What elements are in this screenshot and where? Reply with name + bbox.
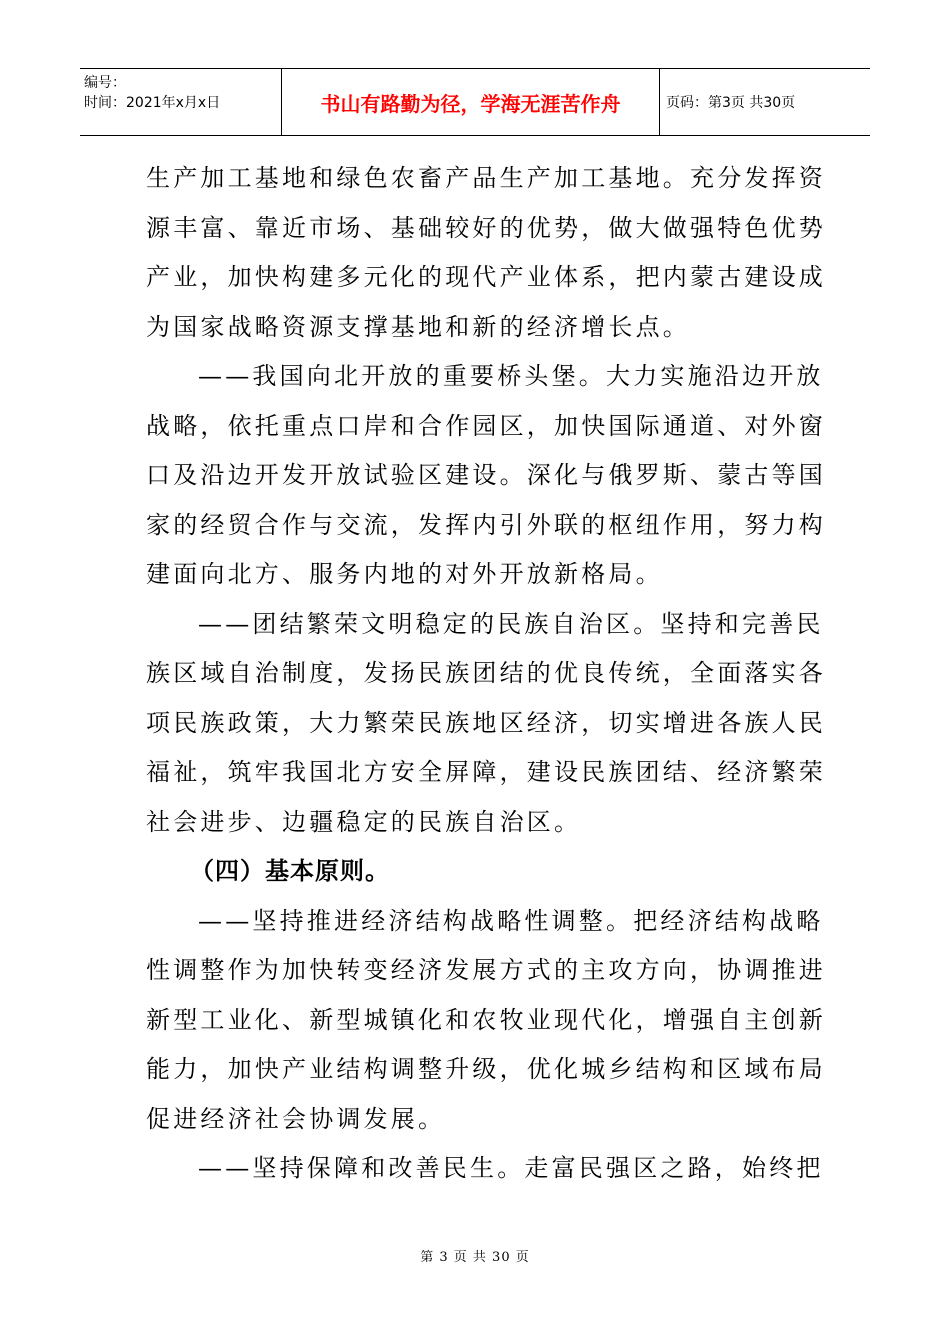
- body-line: 项民族政策，大力繁荣民族地区经济，切实增进各族人民: [146, 708, 826, 737]
- header-page-info: 页码：第3页 共30页: [666, 95, 796, 111]
- header-meta: [80, 69, 282, 135]
- body-line: 家的经贸合作与交流，发挥内引外联的枢纽作用，努力构: [146, 510, 826, 539]
- body-line: 为国家战略资源支撑基地和新的经济增长点。: [146, 312, 690, 341]
- body-line: 社会进步、边疆稳定的民族自治区。: [146, 807, 582, 836]
- body-line: 性调整作为加快转变经济发展方式的主攻方向，协调推进: [146, 956, 826, 984]
- header-motto: 书山有路勤为径，学海无涯苦作舟: [282, 69, 660, 135]
- body-line: 战略，依托重点口岸和合作园区，加快国际通道、对外窗: [146, 411, 826, 440]
- body-line: 能力，加快产业结构调整升级，优化城乡结构和区域布局: [146, 1055, 826, 1083]
- body-line: 源丰富、靠近市场、基础较好的优势，做大做强特色优势: [146, 213, 826, 242]
- paragraph-start: ——坚持推进经济结构战略性调整。把经济结构战略: [198, 906, 824, 935]
- body-line: 新型工业化、新型城镇化和农牧业现代化，增强自主创新: [146, 1005, 826, 1034]
- document-time-label: 时间：2021年x月x日: [84, 95, 221, 111]
- body-line: 族区域自治制度，发扬民族团结的优良传统，全面落实各: [146, 659, 826, 687]
- page-header: [80, 68, 870, 136]
- body-line: 建面向北方、服务内地的对外开放新格局。: [146, 560, 663, 588]
- body-line: 口及沿边开发开放试验区建设。深化与俄罗斯、蒙古等国: [146, 461, 826, 489]
- document-number-label: 编号：: [84, 75, 126, 91]
- paragraph-start: ——我国向北开放的重要桥头堡。大力实施沿边开放: [198, 362, 824, 390]
- body-line: 福祉，筑牢我国北方安全屏障，建设民族团结、经济繁荣: [146, 758, 826, 786]
- paragraph-start: ——团结繁荣文明稳定的民族自治区。坚持和完善民: [198, 609, 824, 638]
- body-line: 产业，加快构建多元化的现代产业体系，把内蒙古建设成: [146, 263, 826, 291]
- section-heading: （四）基本原则。: [190, 857, 390, 885]
- page-footer: 第 3 页 共 30 页: [420, 1250, 530, 1265]
- document-body: [146, 154, 826, 1194]
- body-line: 生产加工基地和绿色农畜产品生产加工基地。充分发挥资: [146, 164, 826, 192]
- paragraph-start: ——坚持保障和改善民生。走富民强区之路，始终把: [198, 1154, 824, 1182]
- body-line: 促进经济社会协调发展。: [146, 1104, 446, 1133]
